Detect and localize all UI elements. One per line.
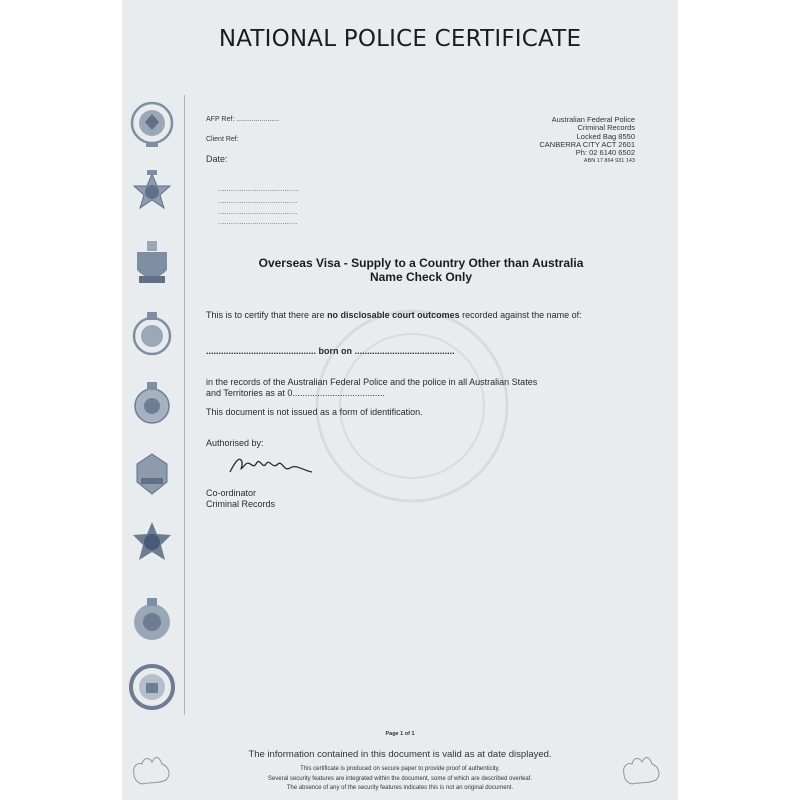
margin-divider	[184, 95, 185, 715]
date-label: Date:	[206, 154, 228, 164]
recipient-line: .....................................	[218, 209, 298, 216]
authorised-by-label: Authorised by:	[206, 438, 264, 448]
police-star-crest-icon	[129, 594, 175, 648]
crime-commission-seal-icon	[129, 660, 175, 714]
client-ref-label: Client Ref:	[206, 136, 239, 143]
recipient-line: .....................................	[218, 219, 298, 226]
signature-icon	[226, 450, 316, 478]
nt-police-crest-icon	[129, 308, 175, 362]
afp-ref: AFP Ref: ......................	[206, 116, 280, 123]
victoria-police-star-icon	[129, 518, 175, 572]
name-born-line: ............................................ born on ........................................	[206, 346, 455, 356]
australia-map-icon	[128, 744, 178, 788]
page-title: NATIONAL POLICE CERTIFICATE	[218, 26, 582, 52]
signatory-title: Co-ordinator Criminal Records	[206, 488, 276, 509]
certification-statement: This is to certify that there are no disclosable court outcomes recorded against the name of:	[206, 310, 582, 320]
tasmania-police-badge-icon	[129, 448, 175, 502]
page-number: Page 1 of 1	[385, 731, 415, 737]
not-identification-note: This document is not issued as a form of identification.	[206, 407, 423, 417]
recipient-line: ......................................	[218, 186, 300, 193]
records-statement: in the records of the Australian Federal Police and the police in all Australian States and Territories as at 0.....................................	[206, 377, 538, 398]
validity-note: The information contained in this document is valid as at date displayed.	[248, 749, 552, 760]
recipient-line: .....................................	[218, 198, 298, 205]
police-star-badge-icon	[129, 168, 175, 222]
federal-police-crest-icon	[129, 98, 175, 152]
certificate-heading: Overseas Visa - Supply to a Country Other than Australia Name Check Only	[258, 256, 584, 284]
australia-map-icon	[618, 744, 668, 788]
afp-address-block: Australian Federal Police Criminal Records Locked Bag 8550 CANBERRA CITY ACT 2601 Ph: 02 6140 6502 ABN 17 864 931 143	[539, 115, 635, 165]
security-notes: This certificate is produced on secure paper to provide proof of authenticity. Several security features are integrated within the document, some of which are described overleaf. The absence of any of the security features indicates this is not an original document.	[267, 766, 533, 791]
watermark-seal-icon	[312, 306, 512, 506]
wa-police-badge-icon	[129, 238, 175, 292]
queensland-police-badge-icon	[129, 378, 175, 432]
